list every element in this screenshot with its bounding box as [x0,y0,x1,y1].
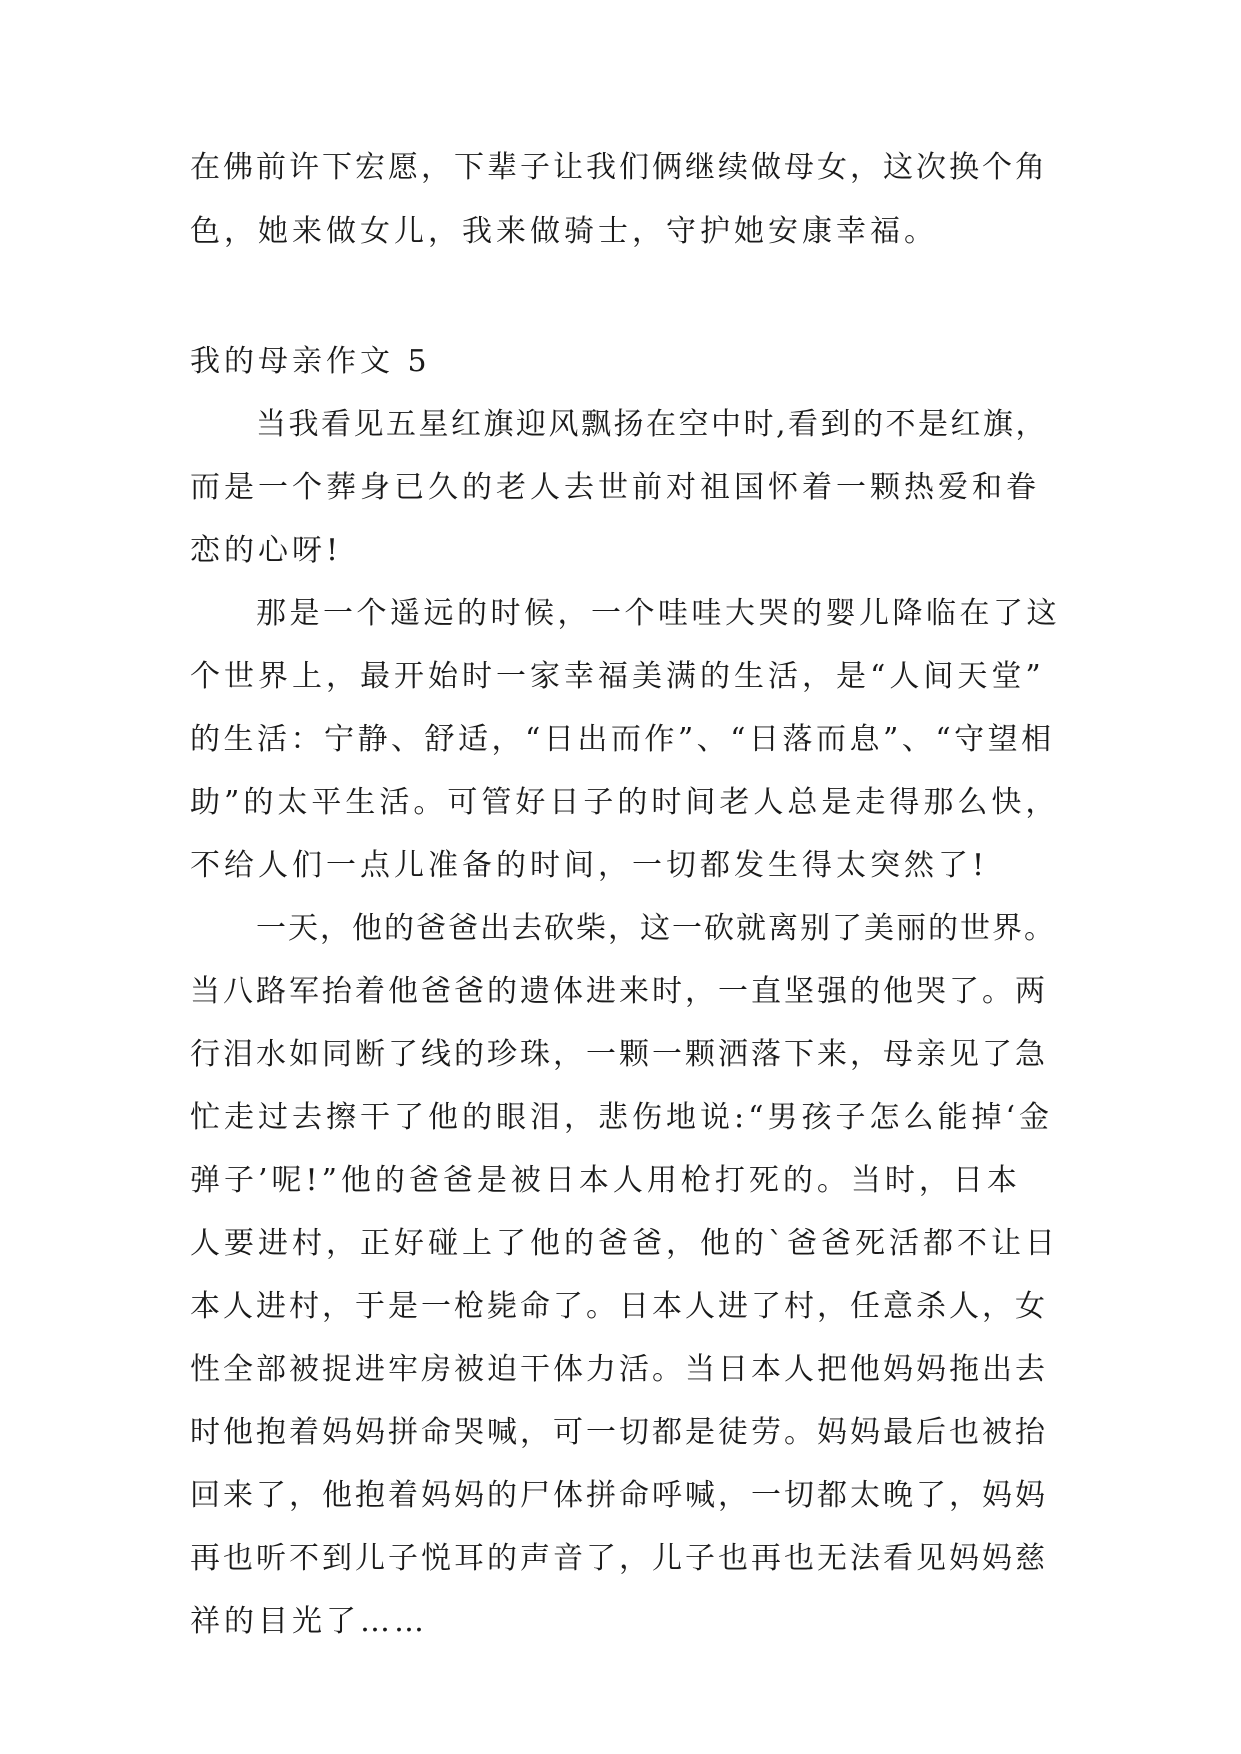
text-line: 不给人们一点儿准备的时间，一切都发生得太突然了! [190,848,989,883]
text-line: 弹子’呢!”他的爸爸是被日本人用枪打死的。当时，日本 [190,1163,1021,1198]
text-line: 当八路军抬着他爸爸的遗体进来时，一直坚强的他哭了。两 [190,974,1048,1009]
text-line: 助”的太平生活。可管好日子的时间老人总是走得那么快， [190,785,1060,820]
text-line: 一天，他的爸爸出去砍柴，这一砍就离别了美丽的世界。 [256,911,1056,946]
text-line: 而是一个葬身已久的老人去世前对祖国怀着一颗热爱和眷 [190,470,1040,505]
text-line: 再也听不到儿子悦耳的声音了，儿子也再也无法看见妈妈慈 [190,1541,1048,1576]
text-line: 在佛前许下宏愿，下辈子让我们俩继续做母女，这次换个角 [190,150,1048,185]
text-line: 回来了，他抱着妈妈的尸体拼命呼喊，一切都太晚了，妈妈 [190,1478,1048,1513]
text-line: 本人进村，于是一枪毙命了。日本人进了村，任意杀人，女 [190,1289,1048,1324]
text-line: 当我看见五星红旗迎风飘扬在空中时,看到的不是红旗， [256,407,1049,442]
text-line: 祥的目光了…… [190,1604,428,1639]
text-line: 色，她来做女儿，我来做骑士，守护她安康幸福。 [190,214,938,249]
section-title: 我的母亲作文 5 [190,344,431,379]
text-line: 人要进村，正好碰上了他的爸爸，他的`爸爸死活都不让日 [190,1226,1059,1261]
text-line: 恋的心呀! [190,533,343,568]
text-line: 时他抱着妈妈拼命哭喊，可一切都是徒劳。妈妈最后也被抬 [190,1415,1048,1450]
text-line: 性全部被捉进牢房被迫干体力活。当日本人把他妈妈拖出去 [190,1352,1048,1387]
text-line: 那是一个遥远的时候，一个哇哇大哭的婴儿降临在了这 [256,596,1060,631]
text-line: 个世界上，最开始时一家幸福美满的生活，是“人间天堂” [190,659,1045,694]
text-line: 行泪水如同断了线的珍珠，一颗一颗洒落下来，母亲见了急 [190,1037,1048,1072]
text-line: 忙走过去擦干了他的眼泪，悲伤地说:“男孩子怎么能掉‘金 [190,1100,1053,1135]
text-line: 的生活：宁静、舒适，“日出而作”、“日落而息”、“守望相 [190,722,1055,757]
